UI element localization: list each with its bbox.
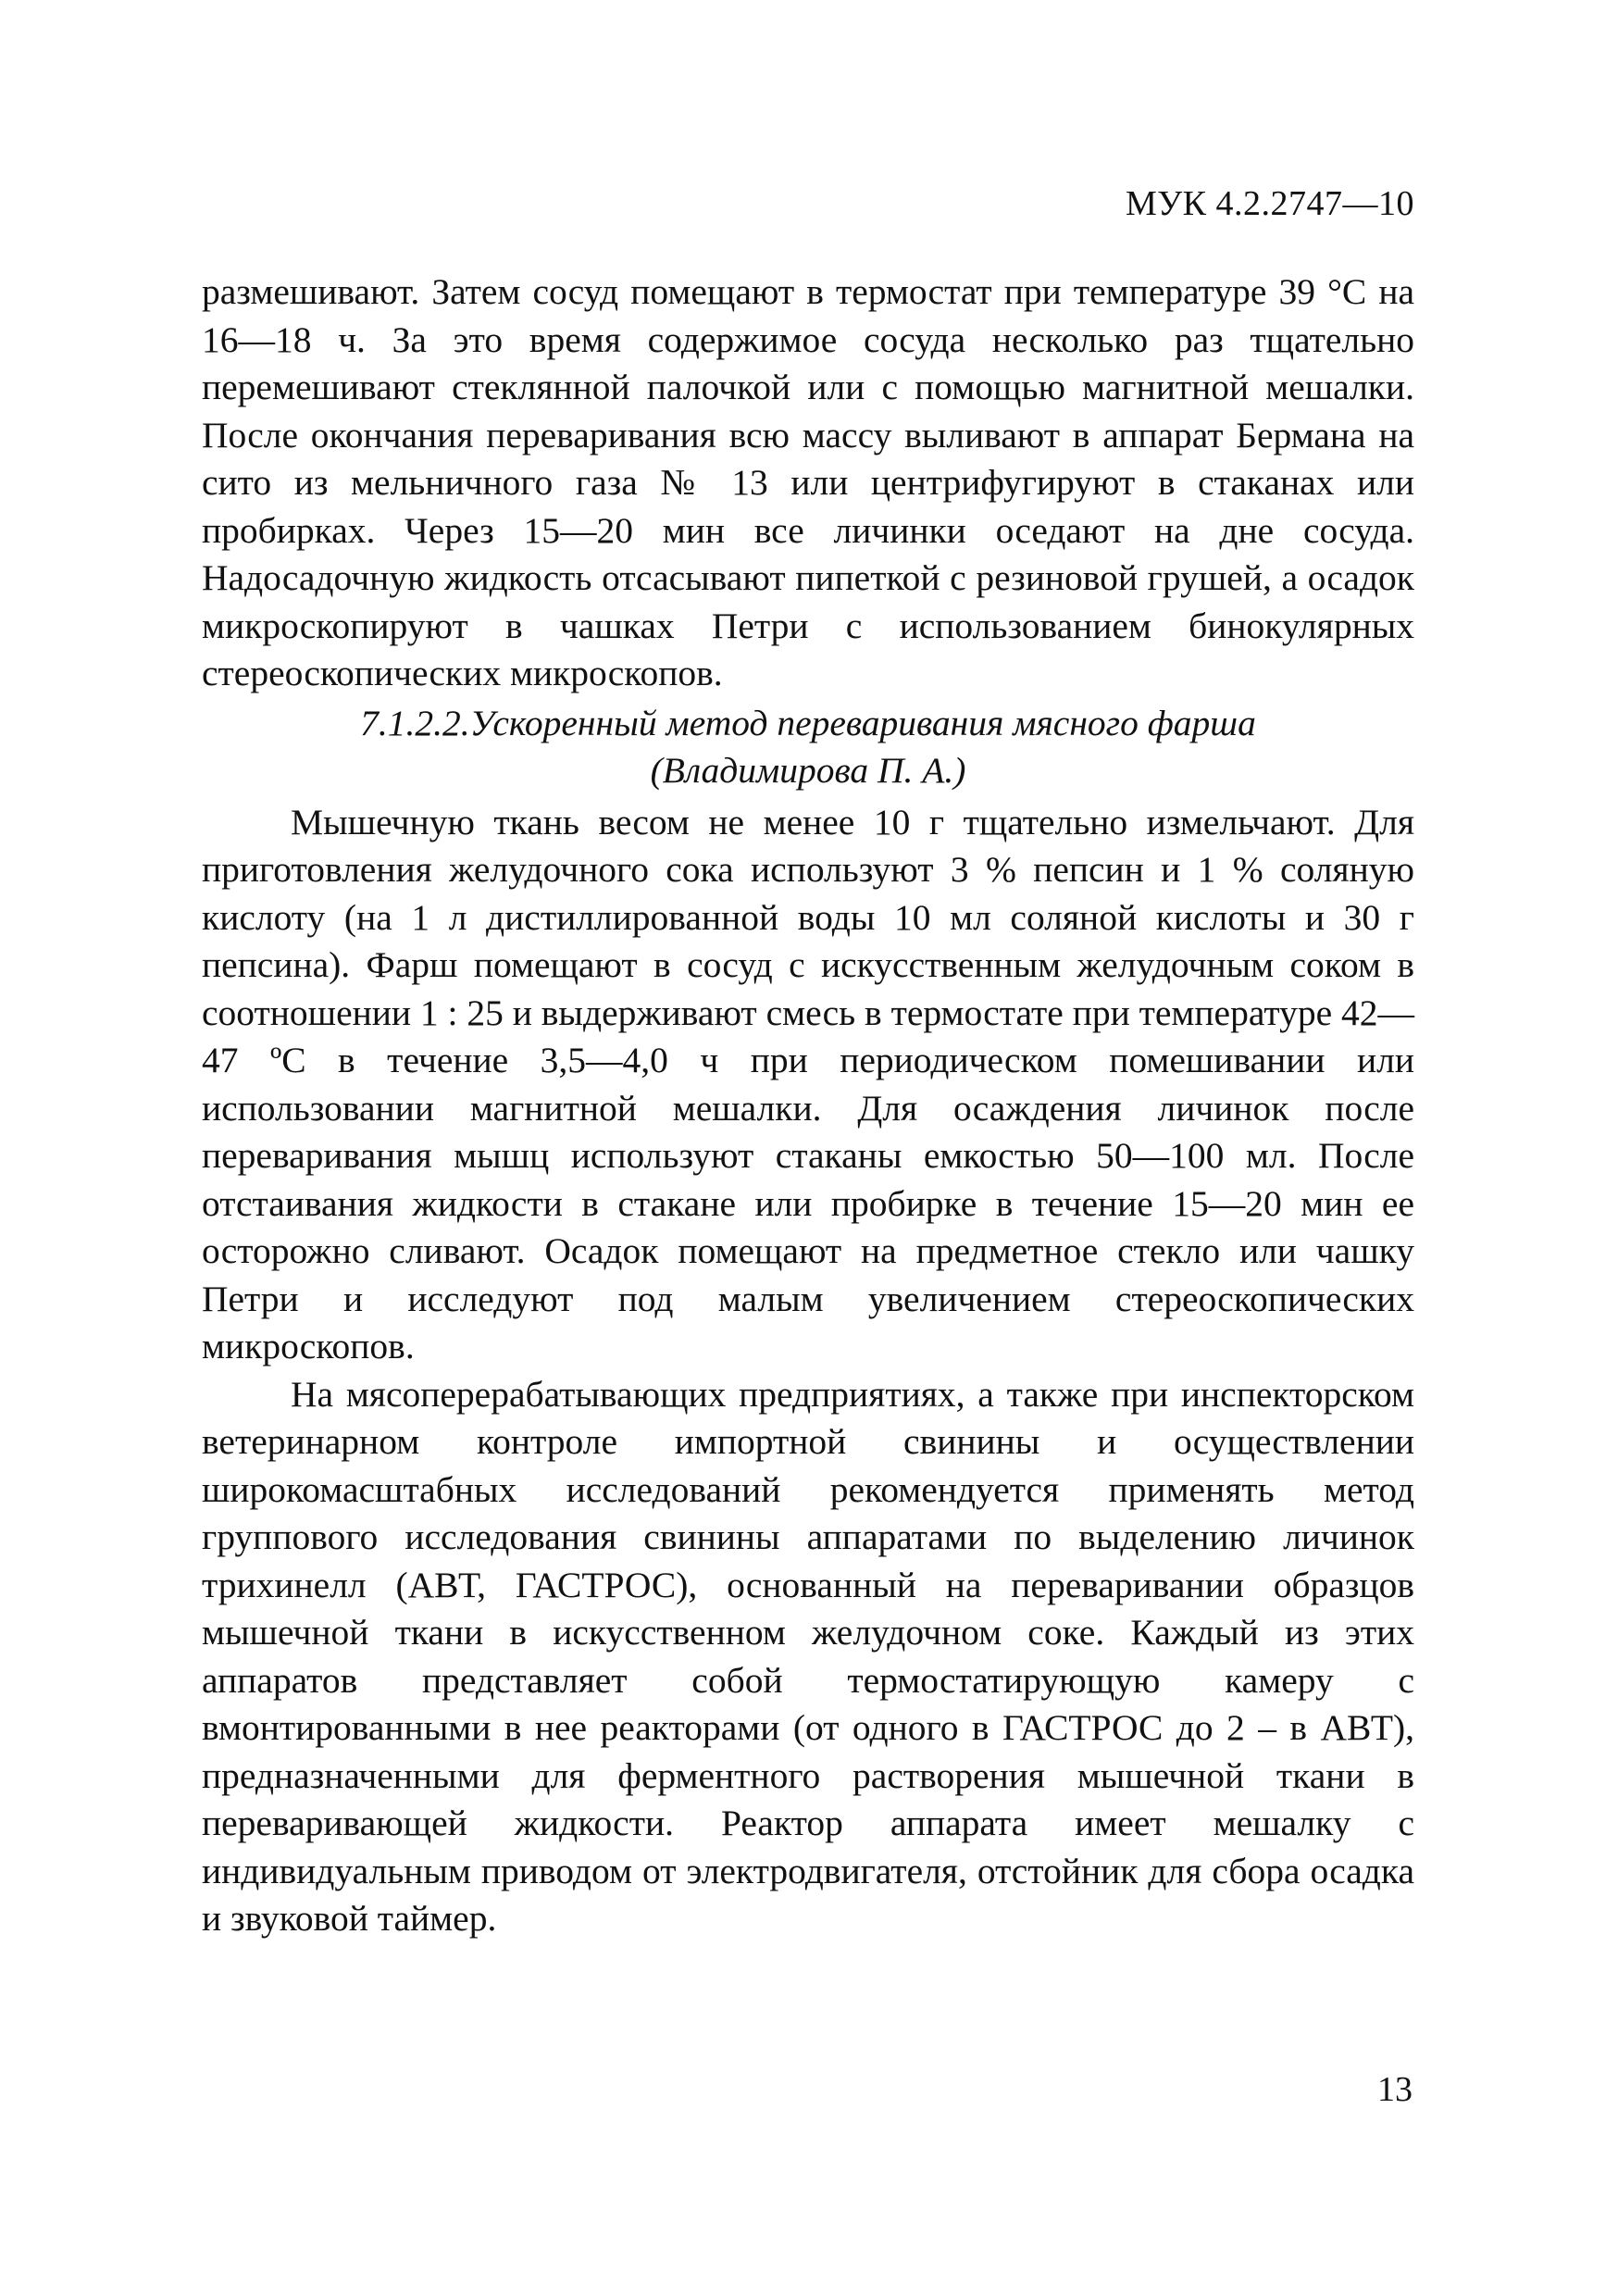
body-paragraph-3: На мясоперерабатывающих предприятиях, а также при инспекторском ветеринарном контроле импортной свинины и осуществлении широкомасштабных исследований рекомендуется применять метод группового исследования свинины аппаратами по выделению личинок трихинелл (АВТ, ГАСТРОС), основанный на переваривании образцов мышечной ткани в искусственном желудочном соке. Каждый из этих аппаратов представляет собой термостатирующую камеру с вмонтированными в нее реакторами (от одного в ГАСТРОС до 2 – в АВТ), предназначенными для ферментного растворения мышечной ткани в переваривающей жидкости. Реактор аппарата имеет мешалку с индивидуальным приводом от электродвигателя, отстойник для сбора осадка и звуковой таймер. (202, 1373, 1414, 1939)
page-content (202, 268, 1414, 1943)
page-number: 13 (1377, 2070, 1413, 2109)
section-heading-title: 7.1.2.2.Ускоренный метод переваривания мясного фарша (360, 702, 1256, 743)
document-code-header: МУК 4.2.2747—10 (1125, 184, 1414, 223)
section-heading-author: (Владимирова П. А.) (650, 750, 966, 791)
body-paragraph-2: Мышечную ткань весом не менее 10 г тщательно измельчают. Для приготовления желудочного сока используют 3 % пепсин и 1 % соляную кислоту (на 1 л дистиллированной воды 10 мл соляной кислоты и 30 г пепсина). Фарш помещают в сосуд с искусственным желудочным соком в соотношении 1 : 25 и выдерживают смесь в термостате при температуре 42—47 ºС в течение 3,5—4,0 ч при периодическом помешивании или использовании магнитной мешалки. Для осаждения личинок после переваривания мышц используют стаканы емкостью 50—100 мл. После отстаивания жидкости в стакане или пробирке в течение 15—20 мин ее осторожно сливают. Осадок помещают на предметное стекло или чашку Петри и исследуют под малым увеличением стереоскопических микроскопов. (202, 801, 1414, 1366)
section-heading (202, 700, 1414, 795)
body-paragraph-1: размешивают. Затем сосуд помещают в термостат при температуре 39 °С на 16—18 ч. За это время содержимое сосуда несколько раз тщательно перемешивают стеклянной палочкой или с помощью магнитной мешалки. После окончания переваривания всю массу выливают в аппарат Бермана на сито из мельничного газа № 13 или центрифугируют в стаканах или пробирках. Через 15—20 мин все личинки оседают на дне сосуда. Надосадочную жидкость отсасывают пипеткой с резиновой грушей, а осадок микроскопируют в чашках Петри с использованием бинокулярных стереоскопических микроскопов. (202, 271, 1414, 693)
